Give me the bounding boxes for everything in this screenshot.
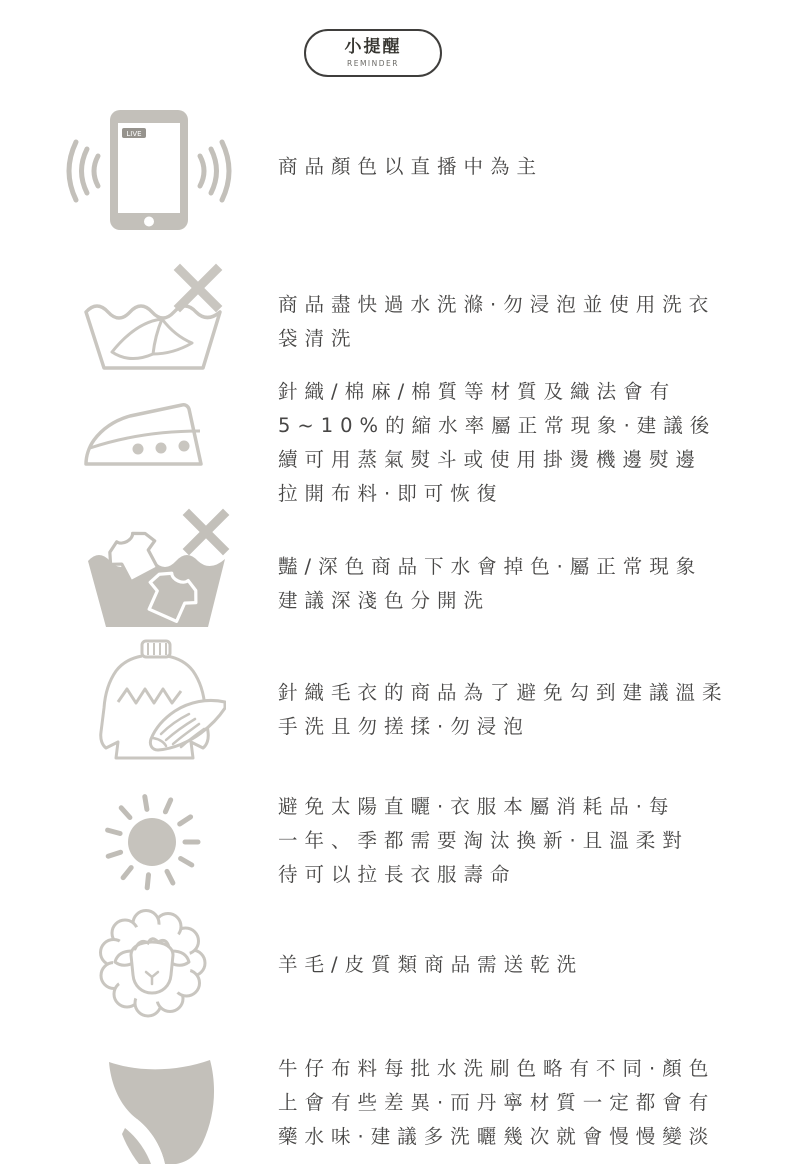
care-note-line: 藥水味·建議多洗曬幾次就會慢慢變淡 [278,1125,716,1148]
reminder-badge [304,29,442,77]
sun-icon [97,790,209,895]
care-note-line: 續可用蒸氣熨斗或使用掛燙機邊熨邊 [278,448,703,471]
care-note-line: 手洗且勿搓揉·勿浸泡 [278,715,530,738]
care-note-quick-wash [278,288,715,356]
phone-home-button [144,217,154,227]
sheep-icon [85,905,220,1020]
sun-core [128,818,176,866]
reminder-title: 小提醒 [344,37,402,57]
care-note-denim [278,1052,715,1154]
care-note-line: 上會有些差異·而丹寧材質一定都會有 [278,1091,716,1114]
separate-colors-wash-icon [83,505,233,633]
care-note-line: 商品盡快過水洗滌·勿浸泡並使用洗衣 [278,293,716,316]
care-note-line: 避免太陽直曬·衣服本屬消耗品·每 [278,795,676,818]
fabric-sheet [109,1060,214,1164]
care-note-line: 商品顏色以直播中為主 [278,155,544,178]
no-soak-wash-basin-icon [80,262,228,374]
care-note-hand-wash [278,676,729,744]
x-mark [180,270,216,306]
care-note-shrinkage [278,375,716,511]
knit-zigzag [118,689,181,703]
steam-iron-icon [78,398,218,483]
care-note-line: 5~10%的縮水率屬正常現象·建議後 [278,414,717,437]
care-note-line: 豔/深色商品下水會掉色·屬正常現象 [278,555,703,578]
livestream-phone-icon [60,100,238,240]
care-note-color-bleed [278,550,702,618]
care-note-line: 待可以拉長衣服壽命 [278,863,517,886]
care-note-line: 針織毛衣的商品為了避免勾到建議溫柔 [278,681,729,704]
care-note-dry-clean [278,948,583,982]
denim-fabric-icon [95,1056,225,1168]
care-note-line: 一年、季都需要淘汰換新·且溫柔對 [278,829,689,852]
care-note-line: 牛仔布料每批水洗刷色略有不同·顏色 [278,1057,716,1080]
care-note-line: 建議深淺色分開洗 [278,589,491,612]
hand-wash-sweater-icon [86,638,226,765]
reminder-subtitle: REMINDER [347,59,399,68]
wash-basin-outline [86,306,220,368]
x-mark [189,515,223,549]
care-note-line: 羊毛/皮質類商品需送乾洗 [278,953,584,976]
care-note-line: 拉開布料·即可恢復 [278,482,504,505]
sheep-face [131,942,173,993]
care-note-line: 袋清洗 [278,327,358,350]
care-note-sunlight [278,790,689,892]
care-note-line: 針織/棉麻/棉質等材質及織法會有 [278,380,677,403]
care-note-livestream [278,150,543,184]
live-badge-label: LIVE [126,130,142,138]
